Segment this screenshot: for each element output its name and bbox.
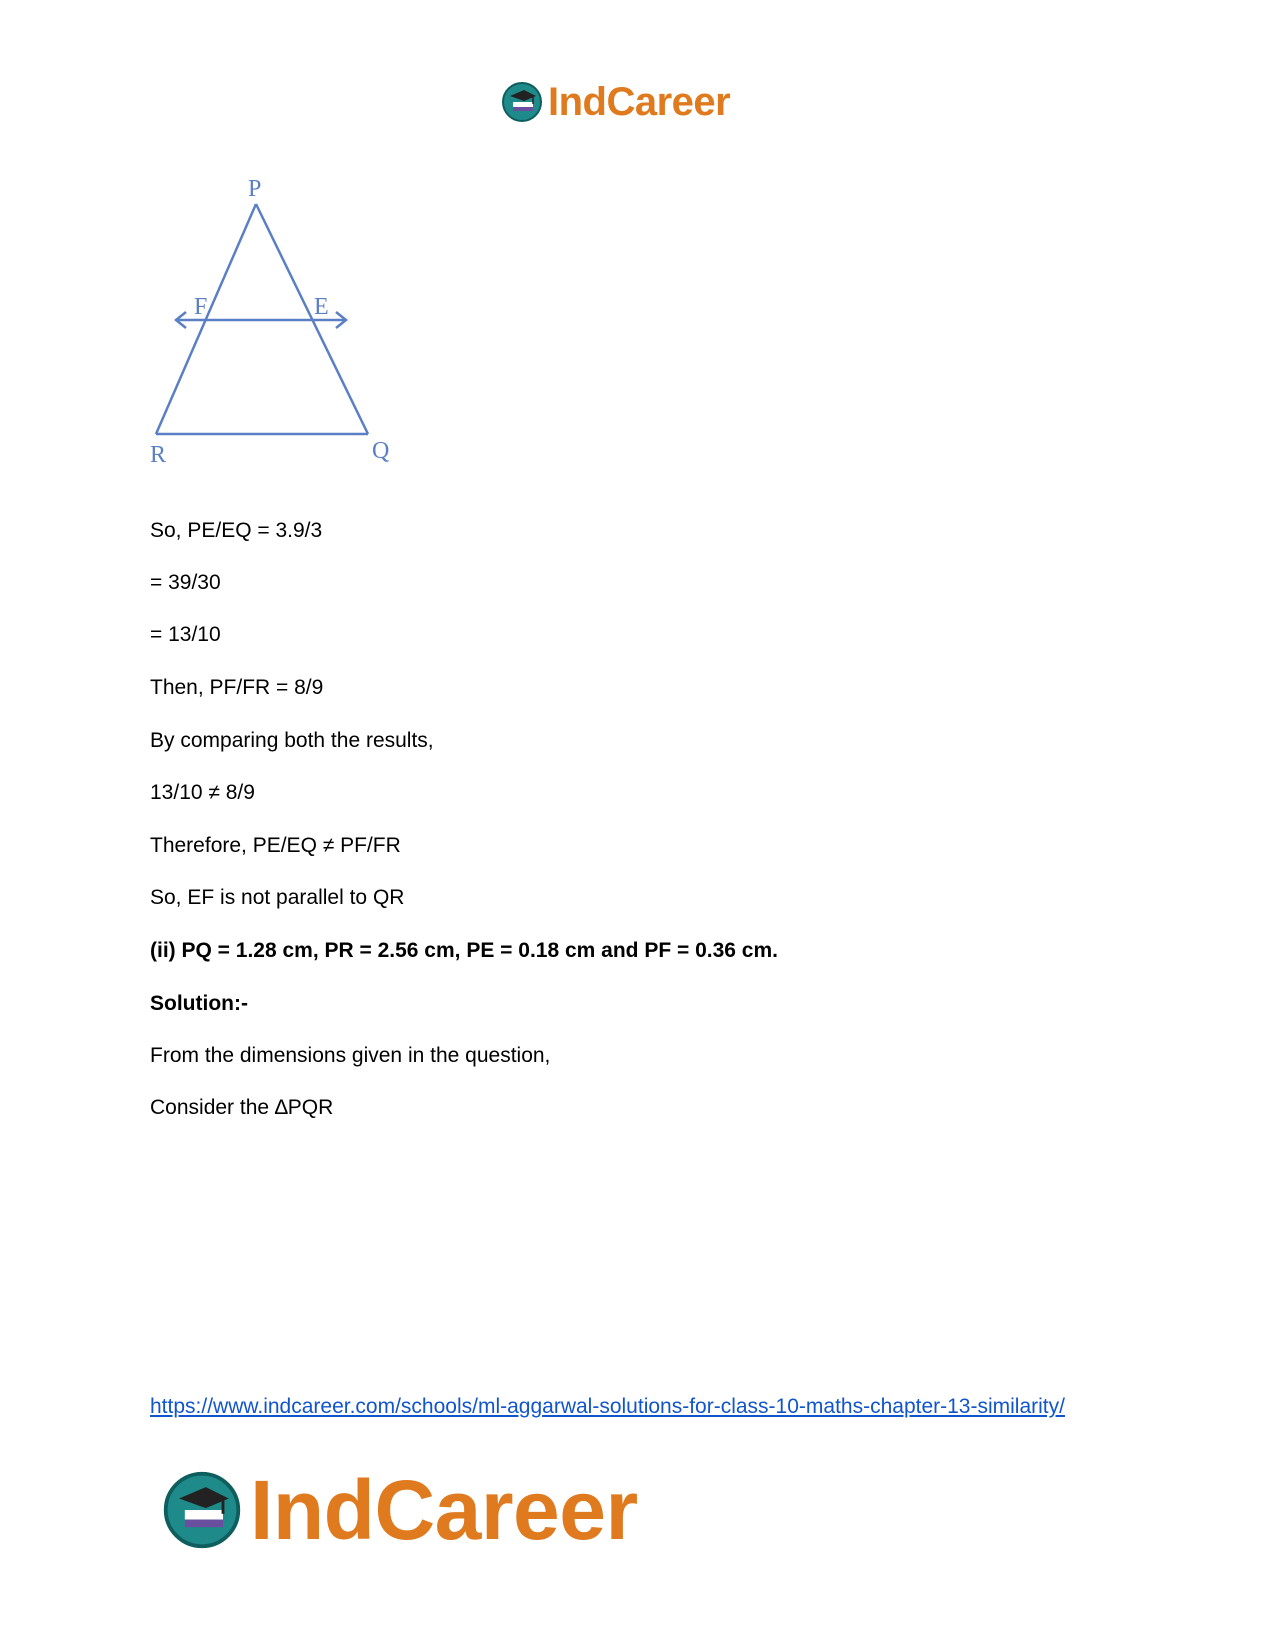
solution-label: Solution:-: [150, 992, 248, 1015]
footer-logo: [160, 1462, 638, 1557]
text-line: Consider the ∆PQR: [150, 1096, 334, 1119]
text-line: Then, PF/FR = 8/9: [150, 676, 324, 699]
vertex-label-f: F: [194, 294, 208, 320]
text-line: = 13/10: [150, 623, 221, 646]
source-link[interactable]: https://www.indcareer.com/schools/ml-aggarwal-solutions-for-class-10-maths-chapter-13-similarity/: [150, 1395, 1065, 1418]
text-line: So, EF is not parallel to QR: [150, 886, 405, 909]
vertex-label-r: R: [150, 442, 167, 468]
text-line: So, PE/EQ = 3.9/3: [150, 519, 323, 542]
vertex-label-q: Q: [372, 438, 390, 464]
logo-text: IndCareer: [548, 79, 731, 124]
text-line: From the dimensions given in the question,: [150, 1044, 551, 1067]
logo-text: IndCareer: [250, 1462, 638, 1557]
text-line: Therefore, PE/EQ ≠ PF/FR: [150, 834, 401, 857]
text-line: 13/10 ≠ 8/9: [150, 781, 255, 804]
graduation-cap-book-globe-icon: [160, 1468, 244, 1552]
question-text: (ii) PQ = 1.28 cm, PR = 2.56 cm, PE = 0.18 cm and PF = 0.36 cm.: [150, 939, 778, 962]
text-line: = 39/30: [150, 571, 221, 594]
triangle-diagram: [150, 178, 430, 498]
text-line: By comparing both the results,: [150, 729, 434, 752]
vertex-label-e: E: [314, 294, 329, 320]
graduation-cap-book-globe-icon: [500, 80, 544, 124]
header-logo: [500, 78, 730, 126]
vertex-label-p: P: [248, 178, 262, 202]
